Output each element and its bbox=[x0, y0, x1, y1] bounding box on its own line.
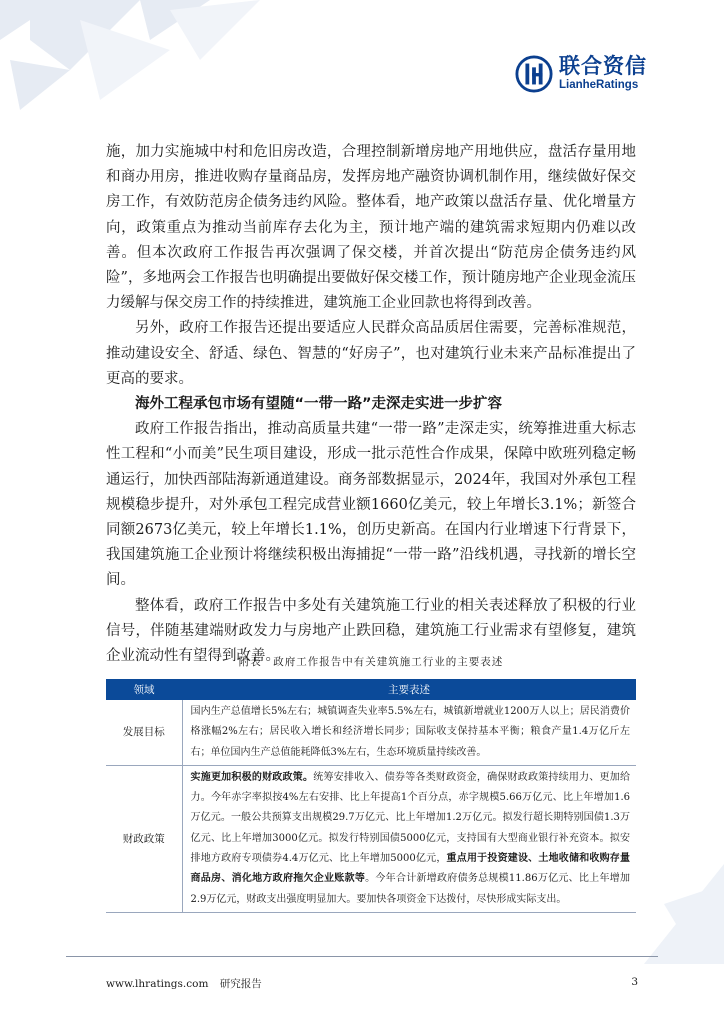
plain-text: 统筹安排收入、债券等各类财政资金，确保财政政策持续用力、更加给力。今年赤字率拟按4%左右安排、比上年提高1个百分点，赤字规模5.66万亿元、比上年增加1.6万亿元。一般公共预算支出规模29.7万亿元、比上年增加1.2万亿元。拟发行超长期特别国债1.3万亿元、比上年增加3000亿元。拟发行特别国债5000亿元，支持国有大型商业银行补充资本。拟安排地方政府专项债券4.4万亿元、比上年增加5000亿元， bbox=[190, 771, 631, 865]
report-body bbox=[106, 140, 636, 669]
table-row bbox=[106, 765, 636, 912]
brand-name-cn: 联合资信 bbox=[559, 54, 647, 79]
corner-decoration-top-left bbox=[0, 0, 300, 120]
row-field: 财政政策 bbox=[106, 765, 182, 912]
paragraph-4: 整体看，政府工作报告中多处有关建筑施工行业的相关表述释放了积极的行业信号，伴随基建端财政发力与房地产止跌回稳，建筑施工行业需求有望修复，建筑企业流动性有望得到改善。 bbox=[106, 597, 636, 665]
table-header-row bbox=[106, 679, 636, 700]
plain-text: 。今年合计新增政府债务总规模11.86万亿元、比上年增加2.9万亿元，财政支出强度明显加大。要加快各项资金下达拨付，尽快形成实际支出。 bbox=[190, 873, 630, 905]
lianhe-logo-icon bbox=[515, 55, 553, 93]
brand-name-en: LianheRatings bbox=[559, 79, 639, 92]
row-statement: 国内生产总值增长5%左右；城镇调查失业率5.5%左右，城镇新增就业1200万人以上；居民消费价格涨幅2%左右；居民收入增长和经济增长同步；国际收支保持基本平衡；粮食产量1.4万亿斤左右；单位国内生产总值能耗降低3%左右，生态环境质量持续改善。 bbox=[182, 700, 636, 765]
row-statement bbox=[182, 765, 636, 912]
paragraph-2: 另外，政府工作报告还提出要适应人民群众高品质居住需要，完善标准规范，推动建设安全、舒适、绿色、智慧的“好房子”，也对建筑行业未来产品标准提出了更高的要求。 bbox=[106, 320, 636, 387]
paragraph-3: 政府工作报告指出，推动高质量共建“一带一路”走深走实，统筹推进重大标志性工程和“小而美”民生项目建设，形成一批示范性合作成果，保障中欧班列稳定畅通运行，加快西部陆海新通道建设。商务部数据显示，2024年，我国对外承包工程规模稳步提升，对外承包工程完成营业额1660亿美元，较上年增长3.1%；新签合同额2673亿美元，较上年增长1.1%，创历史新高。在国内行业增速下行背景下，我国建筑施工企业预计将继续积极出海捕捉“一带一路”沿线机遇，寻找新的增长空间。 bbox=[106, 421, 636, 589]
header-statement: 主要表述 bbox=[182, 679, 636, 700]
brand-logo bbox=[515, 54, 647, 94]
table-row bbox=[106, 700, 636, 765]
page-number: 3 bbox=[631, 976, 638, 988]
header-field: 领域 bbox=[106, 679, 182, 700]
table-title: 附表 政府工作报告中有关建筑施工行业的主要表述 bbox=[238, 656, 504, 668]
footer-info bbox=[106, 976, 270, 991]
row-field: 发展目标 bbox=[106, 700, 182, 765]
bold-text: 重点用于投资建设、土地收储和收购存量商品房、消化地方政府拖欠企业账款等 bbox=[190, 853, 631, 885]
footer-website[interactable]: www.lhratings.com bbox=[106, 978, 209, 990]
footer-divider bbox=[66, 956, 658, 957]
bold-text: 实施更加积极的财政政策。 bbox=[190, 771, 314, 783]
appendix-table bbox=[106, 679, 636, 913]
footer-label: 研究报告 bbox=[219, 978, 262, 990]
paragraph-1: 施，加力实施城中村和危旧房改造，合理控制新增房地产用地供应，盘活存量用地和商办用房，推进收购存量商品房，发挥房地产融资协调机制作用，继续做好保交房工作，有效防范房企债务违约风险。整体看，地产政策以盘活存量、优化增量方向，政策重点为推动当前库存去化为主，预计地产端的建筑需求短期内仍难以改善。但本次政府工作报告再次强调了保交楼，并首次提出“防范房企债务违约风险”，多地两会工作报告也明确提出要做好保交楼工作，预计随房地产企业现金流压力缓解与保交房工作的持续推进，建筑施工企业回款也将得到改善。 bbox=[106, 144, 636, 312]
appendix-table-section bbox=[106, 654, 636, 913]
section-heading: 海外工程承包市场有望随“一带一路”走深走实进一步扩容 bbox=[135, 396, 503, 413]
